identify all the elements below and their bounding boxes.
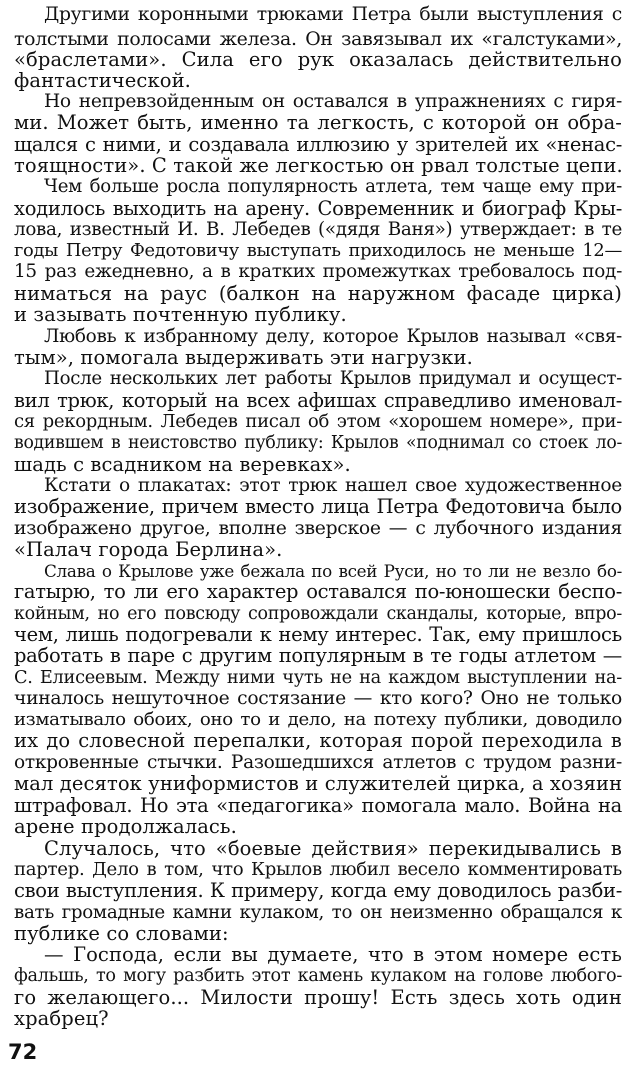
text-line: откровенные стычки. Разошедшихся атлетов с трудом разни- [14, 752, 622, 774]
text-line: «Палач города Берлина». [14, 537, 283, 561]
text-line: толстыми полосами железа. Он завязывал их «галстуками», [14, 27, 622, 50]
text-line: работать в паре с другим популярным в те годы атлетом — [14, 644, 622, 668]
text-line: ми. Может быть, именно та легкость, с которой он обра- [14, 111, 622, 135]
text-line: лова, известный И. В. Лебедев («дядя Ваня») утверждает: в те [14, 219, 622, 241]
page-number: 72 [8, 1040, 38, 1064]
text-line: вил трюк, который на всех афишах справедливо именовал- [14, 388, 622, 412]
text-line: арене продолжалась. [14, 814, 237, 838]
text-line: ся рекордным. Лебедев писал об этом «хорошем номере», при- [14, 410, 622, 432]
text-line: «браслетами». Сила его рук оказалась действительно [14, 47, 622, 71]
text-line: Но непревзойденным он оставался в упражнениях с гиря- [44, 91, 622, 113]
text-line: — Господа, если вы думаете, что в этом номере есть [44, 942, 622, 966]
text-line: Чем больше росла популярность атлета, тем чаще ему при- [44, 176, 622, 198]
text-line: фантастической. [14, 68, 191, 92]
text-line: свои выступления. К примеру, когда ему доводилось разби- [14, 878, 622, 902]
text-line: Слава о Крылове уже бежала по всей Руси, но то ли не везло бо- [44, 561, 622, 582]
text-line: тым», помогала выдерживать эти нагрузки. [14, 345, 473, 369]
text-line: годы Петру Федотовичу выступать приходилось не меньше 12— [14, 240, 622, 262]
text-line: щался с ними, и создавала иллюзию у зрителей их «ненас- [14, 133, 622, 157]
text-line: штрафовал. Но эта «педагогика» помогала мало. Война на [14, 793, 622, 817]
text-line: С. Елисеевым. Между ними чуть не на каждом выступлении на- [14, 668, 622, 689]
text-line: фальшь, то могу разбить этот камень кулаком на голове любого- [14, 965, 622, 986]
text-line: Другими коронными трюками Петра были выступления с [44, 4, 622, 25]
text-line: водившем в неистовство публику: Крылов «поднимал со стоек ло- [14, 432, 622, 453]
text-line: публике со словами: [14, 921, 229, 945]
text-line: тоящности». С такой же легкостью он рвал толстые цепи. [14, 154, 623, 178]
text-line: и зазывать почтенную публику. [14, 303, 347, 327]
text-line: храбрец? [14, 1007, 109, 1030]
text-line: партер. Дело в том, что Крылов любил весело комментировать [14, 858, 622, 880]
text-line: 15 раз ежедневно, а в кратких промежутках требовалось под- [14, 261, 622, 283]
text-line: Любовь к избранному делу, которое Крылов называл «свя- [44, 325, 622, 347]
text-line: мал десяток униформистов и служителей цирка, а хозяин [14, 772, 623, 796]
text-line: Кстати о плакатах: этот трюк нашел свое художественное [44, 474, 622, 496]
text-line: чиналось нешуточное состязание — кто кого? Оно не только [14, 688, 622, 710]
text-line: койным, но его повсюду сопровождали скандалы, которые, впро- [14, 604, 622, 625]
text-line: шадь с всадником на веревках». [14, 452, 351, 476]
text-line: чем, лишь подогревали к нему интерес. Так, ему пришлось [14, 623, 622, 647]
text-line: После нескольких лет работы Крылов придумал и осущест- [44, 367, 622, 389]
text-line: ниматься на раус (балкон на наружном фасаде цирка) [14, 282, 622, 306]
text-line: изображено другое, вполне зверское — с лубочного издания [14, 517, 622, 539]
text-line: вать громадные камни кулаком, то он неизменно обращался к [14, 901, 622, 923]
text-line: ходилось выходить на арену. Современник и биограф Кры- [14, 197, 622, 221]
text-line: го желающего... Милости прошу! Есть здесь хоть один [14, 985, 622, 1009]
text-line: Случалось, что «боевые действия» перекидывались в [44, 836, 622, 860]
text-line: изматывало обоих, оно то и дело, на потеху публики, доводило [14, 709, 622, 731]
text-line: их до словесной перепалки, которая порой переходила в [14, 729, 622, 753]
text-line: гатырю, то ли его характер оставался по-юношески беспо- [14, 580, 622, 604]
text-line: изображение, причем вместо лица Петра Федотовича было [14, 494, 622, 518]
